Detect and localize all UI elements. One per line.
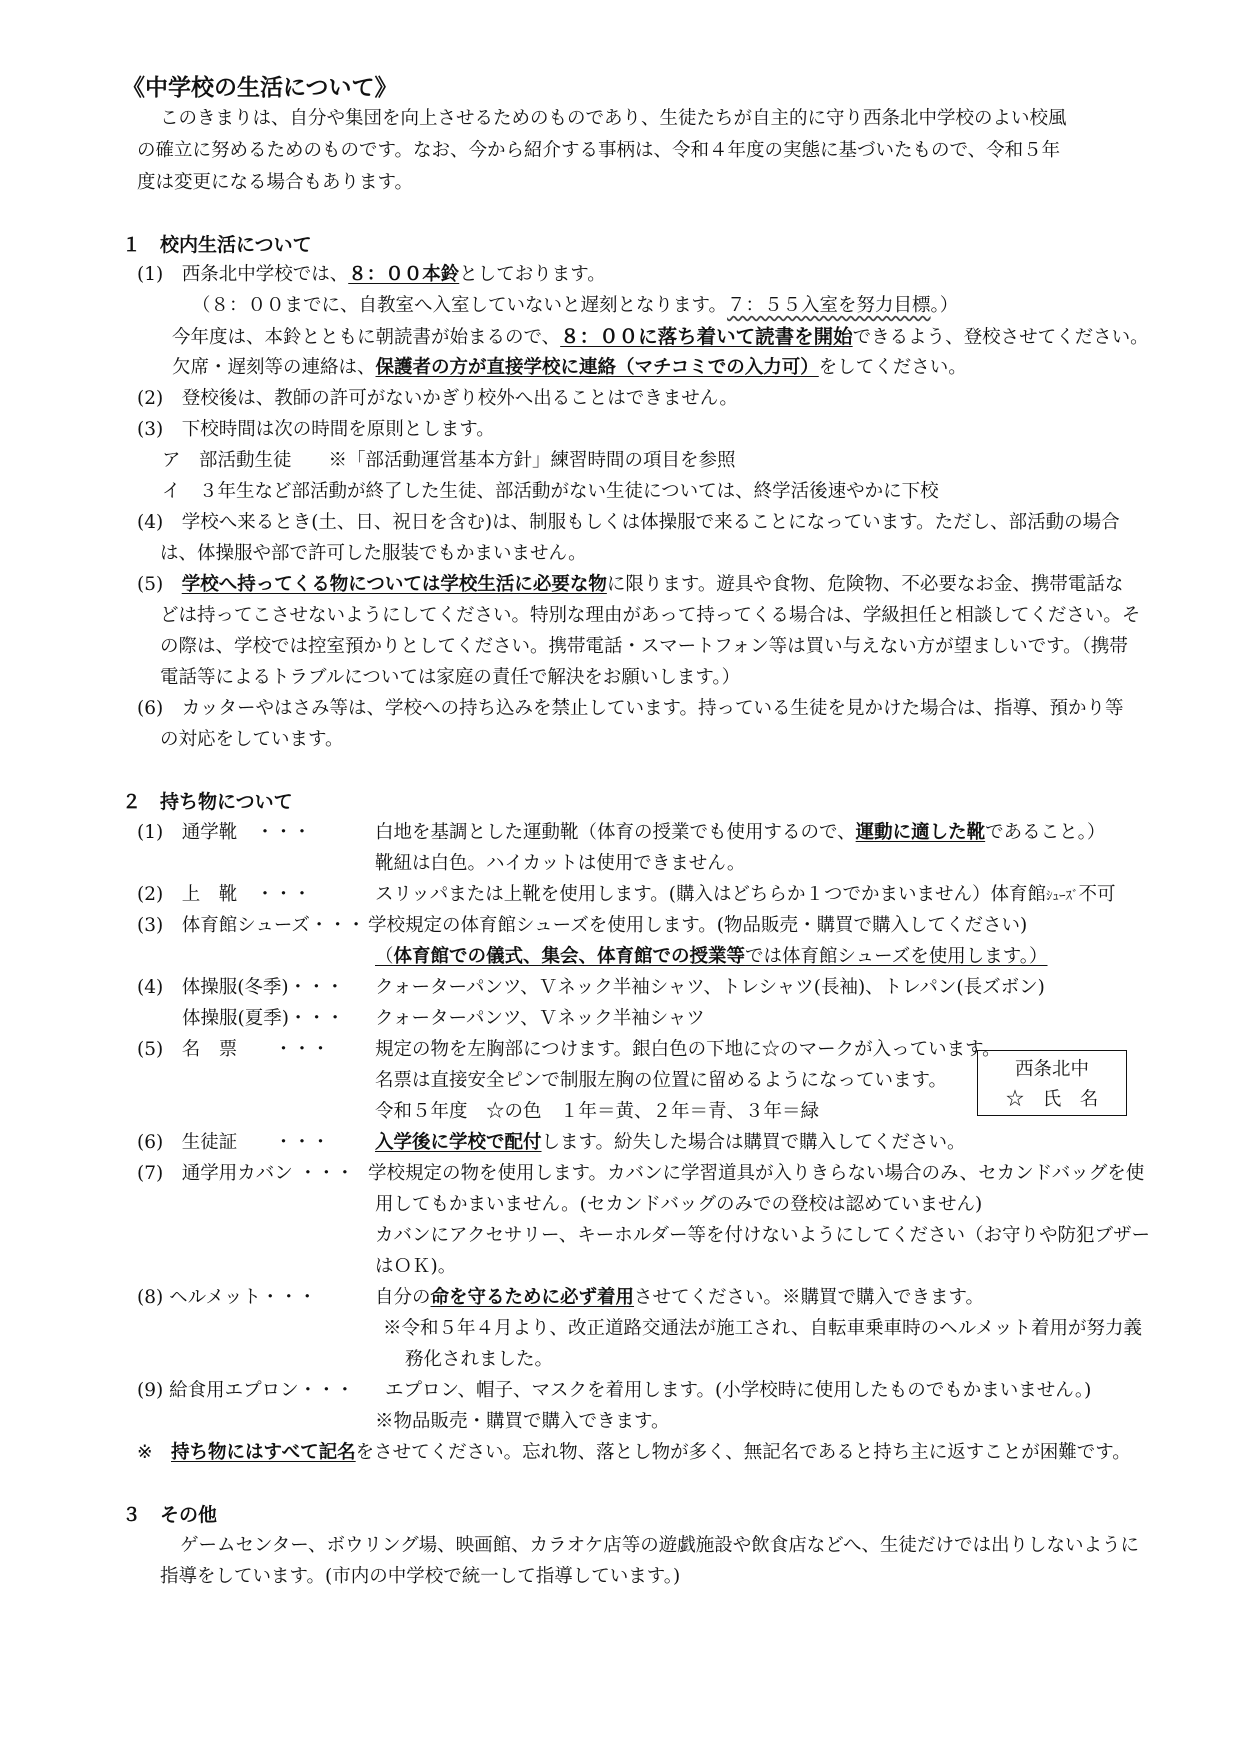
nameplate-sample [977, 1050, 1127, 1116]
nameplate-name: ☆ 氏 名 [1005, 1089, 1099, 1110]
text-segment: (5) [137, 574, 182, 595]
item-description: ※物品販売・購買で購入できます。 [375, 1411, 670, 1432]
text-segment: であること。） [985, 822, 1106, 843]
item-description: カバンにアクセサリー、キーホルダー等を付けないようにしてください（お守りや防犯ブザー [375, 1225, 1150, 1246]
text-segment: 白地を基調とした運動靴（体育の授業でも使用するので、 [375, 822, 856, 843]
item-label: (1) 通学靴 ・・・ [137, 822, 312, 843]
rule-item: (3) 下校時間は次の時間を原則とします。 [137, 419, 495, 440]
sub-item: ア 部活動生徒 ※「部活動運営基本方針」練習時間の項目を参照 [162, 450, 736, 471]
item-label: (3) 体育館シューズ・・・ [137, 915, 366, 936]
rule-item-line [192, 293, 958, 319]
text-segment: （８：００までに、自教室へ入室していないと遅刻となります。 [192, 295, 728, 316]
item-description: 務化されました。 [405, 1349, 554, 1370]
rule-item: (4) 学校へ来るとき(土、日、祝日を含む)は、制服もしくは体操服で来ることになっています。ただし、部活動の場合 [137, 512, 1120, 533]
emphasis-text: 運動に適した靴 [855, 822, 986, 843]
text-segment: 欠席・遅刻等の連絡は、 [172, 357, 376, 378]
rule-item: (6) カッターやはさみ等は、学校への持ち込みを禁止しています。持っている生徒を見かけた場合は、指導、預かり等 [137, 698, 1124, 719]
emphasis-text: 保護者の方が直接学校に連絡（マチコミでの入力可） [375, 357, 819, 378]
text-segment: （ [375, 946, 394, 967]
emphasis-text: 入学後に学校で配付 [375, 1132, 542, 1153]
item-label: (2) 上 靴 ・・・ [137, 884, 312, 905]
item-label: (9) 給食用エプロン・・・ [137, 1380, 355, 1401]
text-segment: ※ [137, 1442, 172, 1463]
item-description: はＯＫ)。 [375, 1256, 457, 1277]
item-description [375, 820, 1105, 846]
item-description [375, 882, 1116, 910]
text-segment: に限ります。遊具や食物、危険物、不必要なお金、携帯電話な [606, 574, 1124, 595]
text-segment: スリッパまたは上靴を使用します。(購入はどちらか１つでかまいません）体育館 [375, 884, 1047, 905]
item-description: 名票は直接安全ピンで制服左胸の位置に留めるようになっています。 [375, 1070, 948, 1091]
item-description: 令和５年度 ☆の色 １年＝黄、２年＝青、３年＝緑 [375, 1101, 820, 1122]
emphasis-text: 命を守るために必ず着用 [430, 1287, 635, 1308]
text-segment: をしてください。 [818, 357, 967, 378]
item-label: (6) 生徒証 ・・・ [137, 1132, 330, 1153]
emphasis-text: ７：５５入室を努力目標 [727, 295, 931, 316]
rule-item-line: の対応をしています。 [160, 729, 344, 750]
text-segment: では体育館シューズを使用します。） [745, 946, 1048, 967]
item-description: 靴紐は白色。ハイカットは使用できません。 [375, 853, 746, 874]
sub-item: イ ３年生など部活動が終了した生徒、部活動がない生徒については、終学活後速やかに下校 [162, 481, 939, 502]
item-description: クォーターパンツ、Ｖネック半袖シャツ、トレシャツ(長袖)、トレパン(長ズボン) [375, 977, 1045, 998]
rule-item-line: の際は、学校では控室預かりとしてください。携帯電話・スマートフォン等は買い与えない方が望ましいです。（携帯 [160, 636, 1128, 657]
item-description [375, 1285, 984, 1311]
item-description: 学校規定の体育館シューズを使用します。(物品販売・購買で購入してください) [368, 915, 1028, 936]
rule-item-line [172, 324, 1149, 351]
text-segment: します。紛失した場合は購買で購入してください。 [541, 1132, 966, 1153]
text-segment: 自分の [375, 1287, 431, 1308]
intro-line: の確立に努めるためのものです。なお、今から紹介する事柄は、令和４年度の実態に基づいたもので、令和５年 [137, 140, 1061, 161]
rule-item [137, 572, 1123, 598]
rule-item-line [172, 355, 967, 381]
emphasis-text: ８：００本鈴 [348, 264, 460, 285]
item-label: (5) 名 票 ・・・ [137, 1039, 330, 1060]
rule-item [137, 262, 606, 288]
text-segment: としております。 [459, 264, 606, 285]
item-description: ※令和５年４月より、改正道路交通法が施工され、自転車乗車時のヘルメット着用が努力義 [383, 1318, 1143, 1339]
text-segment: 今年度は、本鈴とともに朝読書が始まるので、 [172, 327, 561, 348]
item-description: 学校規定の物を使用します。カバンに学習道具が入りきらない場合のみ、セカンドバッグを使 [368, 1163, 1145, 1184]
item-label: (4) 体操服(冬季)・・・ [137, 977, 345, 998]
item-description [375, 1130, 966, 1156]
rule-item: (2) 登校後は、教師の許可がないかぎり校外へ出ることはできません。 [137, 388, 738, 409]
intro-line: このきまりは、自分や集団を向上させるためのものであり、生徒たちが自主的に守り西条北中学校のよい校風 [160, 108, 1067, 129]
text-segment: 。） [930, 295, 959, 316]
rule-item-line: 電話等によるトラブルについては家庭の責任で解決をお願いします。） [160, 667, 741, 688]
rule-item-line: どは持ってこさせないようにしてください。特別な理由があって持ってくる場合は、学級担任と相談してください。そ [160, 605, 1141, 626]
item-description: 用してもかまいません。(セカンドバッグのみでの登校は認めていません) [375, 1194, 983, 1215]
text-segment: をさせてください。忘れ物、落とし物が多く、無記名であると持ち主に返すことが困難です。 [355, 1442, 1131, 1463]
item-label: 体操服(夏季)・・・ [182, 1008, 345, 1029]
text-segment: させてください。※購買で購入できます。 [634, 1287, 985, 1308]
emphasis-text: ８：００に落ち着いて読書を開始 [560, 325, 853, 348]
section-heading: ３ その他 [122, 1504, 218, 1526]
item-label: (7) 通学用カバン ・・・ [137, 1163, 355, 1184]
document-title: 《中学校の生活について》 [122, 75, 398, 101]
item-description: 規定の物を左胸部につけます。銀白色の下地に☆のマークが入っています。 [375, 1039, 1001, 1060]
text-segment: できるよう、登校させてください。 [852, 327, 1149, 348]
text-segment: 不可 [1078, 884, 1116, 905]
rule-item-line: は、体操服や部で許可した服装でもかまいません。 [160, 543, 587, 564]
item-label: (8) ヘルメット・・・ [137, 1287, 317, 1308]
text-segment: (1) 西条北中学校では、 [137, 264, 349, 285]
emphasis-text: 学校へ持ってくる物については学校生活に必要な物 [181, 574, 607, 595]
intro-line: 度は変更になる場合もあります。 [137, 172, 414, 193]
body-line: ゲームセンター、ボウリング場、映画館、カラオケ店等の遊戯施設や飲食店などへ、生徒だけでは出りしないように [180, 1535, 1140, 1556]
nameplate-school: 西条北中 [1014, 1059, 1089, 1080]
item-description [375, 944, 1048, 970]
text-segment: ｼｭｰｽﾞ [1046, 889, 1079, 904]
body-line: 指導をしています。(市内の中学校で統一して指導しています。) [160, 1566, 681, 1587]
note-line [137, 1440, 1131, 1466]
item-description: クォーターパンツ、Ｖネック半袖シャツ [375, 1008, 705, 1029]
section-heading: ２ 持ち物について [122, 791, 293, 813]
section-heading: １ 校内生活について [122, 234, 312, 256]
item-description: エプロン、帽子、マスクを着用します。(小学校時に使用したものでもかまいません。) [385, 1380, 1092, 1401]
emphasis-text: 体育館での儀式、集会、体育館での授業等 [393, 946, 746, 967]
emphasis-text: 持ち物にはすべて記名 [171, 1442, 356, 1463]
